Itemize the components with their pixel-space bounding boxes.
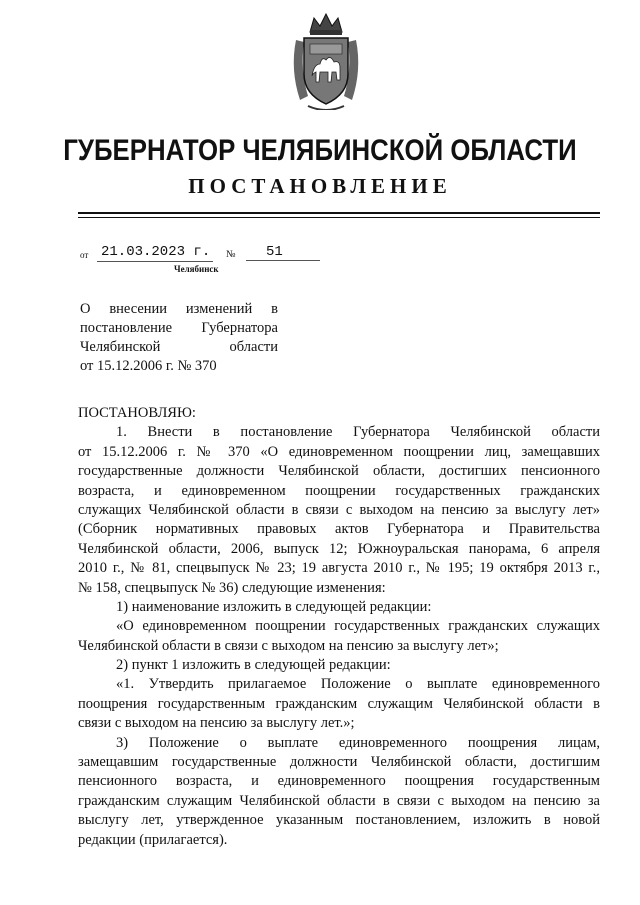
document-type: ПОСТАНОВЛЕНИЕ xyxy=(188,174,452,198)
body-line: 2) пункт 1 изложить в следующей редакции: xyxy=(116,657,391,674)
page-title: ГУБЕРНАТОР ЧЕЛЯБИНСКОЙ ОБЛАСТИ xyxy=(63,134,577,167)
body-line: замещавшим государственные должности Челябинской области, достигшим xyxy=(78,754,600,771)
body-line: 1. Внести в постановление Губернатора Челябинской области xyxy=(116,424,600,441)
subject-line: от 15.12.2006 г. № 370 xyxy=(80,358,217,374)
city-label: Челябинск xyxy=(174,264,219,274)
header-rule-thin xyxy=(78,217,600,218)
subject-line: О внесении изменений в xyxy=(80,301,278,317)
subject-line: Челябинской области xyxy=(80,339,278,355)
body-line: № 158, спецвыпуск № 36) следующие изменения: xyxy=(78,579,386,596)
date-prefix: от xyxy=(80,250,89,260)
body-line: от 15.12.2006 г. № 370 «О единовременном поощрении лиц, замещавших xyxy=(78,443,600,460)
body-line: редакции (прилагается). xyxy=(78,831,228,848)
date-number-row xyxy=(80,244,320,264)
body-line: возраста, и единовременном поощрении государственных гражданских xyxy=(78,482,600,499)
body-line: служащих Челябинской области в связи с выходом на пенсию за выслугу лет» xyxy=(78,501,600,518)
body-line: 3) Положение о выплате единовременного поощрения лицам, xyxy=(116,734,600,751)
number-sign: № xyxy=(226,249,236,260)
body-line: 1) наименование изложить в следующей редакции: xyxy=(116,598,432,615)
document-body xyxy=(78,404,600,850)
document-number: 51 xyxy=(246,244,320,261)
body-line: ПОСТАНОВЛЯЮ: xyxy=(78,405,196,421)
document-date: 21.03.2023 г. xyxy=(97,244,213,262)
coat-of-arms-icon xyxy=(286,10,366,110)
subject-line: постановление Губернатора xyxy=(80,320,278,336)
body-line: «1. Утвердить прилагаемое Положение о выплате единовременного xyxy=(116,676,600,693)
body-line: связи с выходом на пенсию за выслугу лет.»; xyxy=(78,715,355,732)
body-line: пенсионного возраста, и единовременного поощрения государственным xyxy=(78,773,600,790)
body-line: государственные должности Челябинской области, достигших пенсионного xyxy=(78,463,600,480)
body-line: 2010 г., № 81, спецвыпуск № 23; 19 августа 2010 г., № 195; 19 октября 2013 г., xyxy=(78,560,600,577)
body-line: поощрения государственным гражданским служащим Челябинской области в xyxy=(78,695,600,712)
body-line: Челябинской области в связи с выходом на пенсию за выслугу лет»; xyxy=(78,637,499,654)
body-line: выслугу лет, утвержденное указанным постановлением, изложить в новой xyxy=(78,812,600,829)
header-rule-thick xyxy=(78,212,600,214)
body-line: гражданским служащим Челябинской области в связи с выходом на пенсию за xyxy=(78,792,600,809)
body-line: «О единовременном поощрении государственных гражданских служащих xyxy=(116,618,600,635)
document-subject xyxy=(80,300,278,376)
body-line: (Сборник нормативных правовых актов Губернатора и Правительства xyxy=(78,521,600,538)
body-line: Челябинской области, 2006, выпуск 12; Южноуральская панорама, 6 апреля xyxy=(78,540,600,557)
